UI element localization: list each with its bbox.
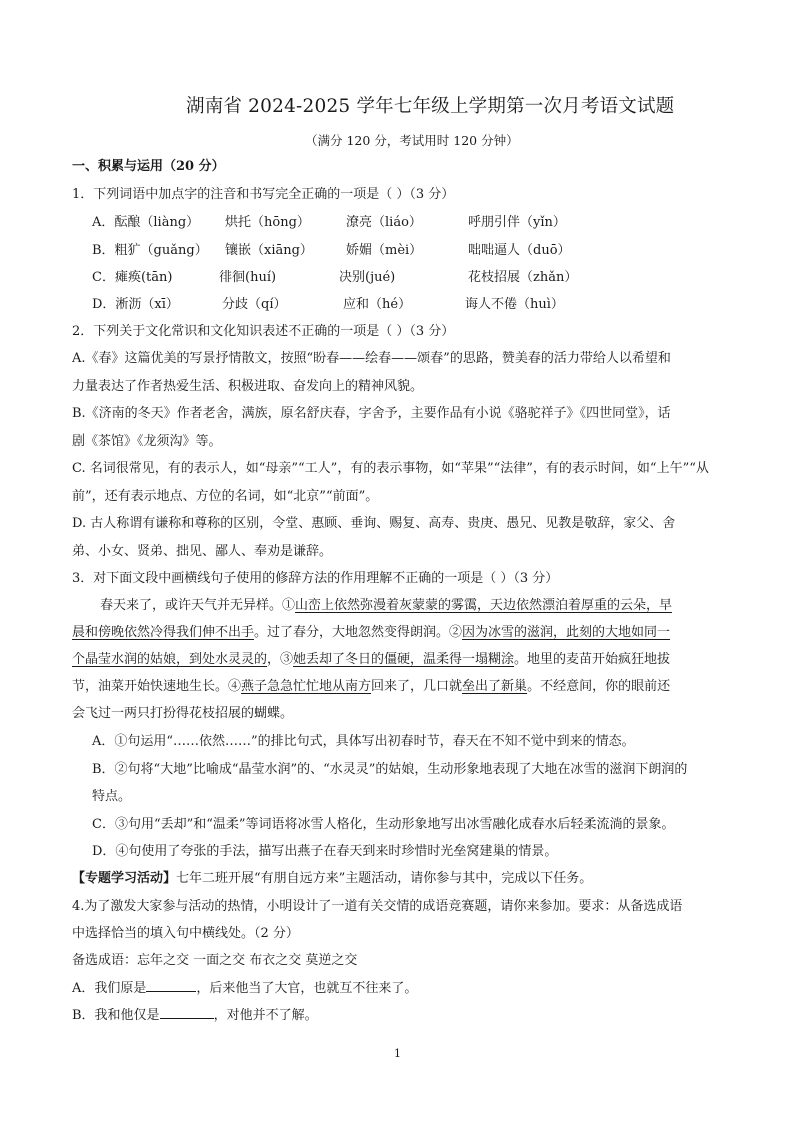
q3-underlined-sentence-4: 燕子急急忙忙地从南方 (241, 679, 372, 694)
q4-idiom-options: 备选成语：忘年之交 一面之交 布衣之交 莫逆之交 (72, 953, 358, 968)
question-3-stem: 3．对下面文段中画横线句子使用的修辞方法的作用理解不正确的一项是（ ）（3 分） (72, 571, 559, 586)
q2-option-c-line1: C. 名词很常见，有的表示人，如“母亲”“工人”，有的表示事物，如“苹果”“法律”，有的表示时间，如“上午”“从 (72, 461, 709, 476)
q4-blank-a[interactable] (146, 977, 196, 992)
q1-a-word1: A．酝酿（liàng） (92, 215, 200, 230)
page-number: 1 (394, 1047, 401, 1060)
activity-intro: 【专题学习活动】七年二班开展“有朋自远方来”主题活动，请你参与其中，完成以下任务。 (72, 871, 593, 886)
q2-option-a-line1: A.《春》这篇优美的写景抒情散文，按照“盼春——绘春——颂春”的思路，赞美春的活力带给人以希望和 (72, 351, 671, 366)
q2-option-b-line2: 剧《茶馆》《龙须沟》等。 (72, 434, 222, 449)
q3-underlined-sentence-2: 因为冰雪的滋润，此刻的大地如同一 (462, 625, 671, 640)
q1-d-word4: 诲人不倦（huì） (465, 297, 564, 312)
q3-passage-line4: 节，油菜开始快速地生长。④燕子急急忙忙地从南方回来了，几口就垒出了新巢。不经意间，你的眼前还 (72, 679, 671, 694)
q4-sentence-a: A．我们原是 ，后来他当了大官，也就互不往来了。 (72, 975, 417, 1003)
q2-option-d-line2: 弟、小女、贤弟、拙见、鄙人、奉劝是谦辞。 (72, 544, 333, 559)
activity-label: 【专题学习活动】 (72, 871, 177, 886)
q3-option-d: D．④句使用了夸张的手法，描写出燕子在春天到来时珍惜时光垒窝建巢的情景。 (92, 844, 558, 859)
page-subtitle: （满分 120 分，考试用时 120 分钟） (305, 133, 519, 148)
q1-a-word3: 潦亮（liáo） (346, 215, 422, 230)
q1-c-word2: 徘徊(huí) (219, 270, 277, 285)
q1-option-row-d (0, 291, 794, 319)
q1-c-word1: C．瘫痪(tān) (92, 270, 173, 285)
q3-passage-line1: 春天来了，或许天气并无异样。①山峦上依然弥漫着灰蒙蒙的雾霭，天边依然漂泊着厚重的云朵，早 (100, 598, 673, 613)
q3-option-a: A．①句运用“……依然……”的排比句式，具体写出初春时节，春天在不知不觉中到来的情态。 (92, 734, 635, 749)
q1-option-row-c (0, 264, 794, 292)
q3-underlined-sentence-3: 她丢却了冬日的僵硬，温柔得一塌糊涂 (293, 652, 515, 667)
question-4-stem-line1: 4.为了激发大家参与活动的热情，小明设计了一道有关交情的成语竞赛题，请你来参加。要求：从备选成语 (72, 899, 683, 914)
q3-passage-line2: 晨和傍晚依然冷得我们伸不出手。过了春分，大地忽然变得朗润。②因为冰雪的滋润，此刻的大地如同一 (72, 625, 671, 640)
question-2-stem: 2．下列关于文化常识和文化知识表述不正确的一项是（ ）（3 分） (72, 324, 455, 339)
q1-a-word2: 烘托（hōng） (225, 215, 310, 230)
q1-b-word3: 娇媚（mèi） (346, 243, 423, 258)
q1-d-word3: 应和（hé） (343, 297, 412, 312)
question-4-stem-line2: 中选择恰当的填入句中横线处。（2 分） (72, 926, 299, 941)
q1-b-word4: 咄咄逼人（duō） (468, 243, 571, 258)
q1-d-word2: 分歧（qí） (222, 297, 287, 312)
q4-blank-b[interactable] (160, 1004, 214, 1019)
q2-option-d-line1: D. 古人称谓有谦称和尊称的区别，令堂、惠顾、垂询、赐复、高寿、贵庚、愚兄、见教是敬辞，家父、舍 (72, 516, 676, 531)
q1-b-word1: B．粗犷（guǎng） (92, 243, 208, 258)
page-title: 湖南省 2024-2025 学年七年级上学期第一次月考语文试题 (186, 96, 675, 117)
q1-option-row-b (0, 237, 794, 265)
q1-option-row-a (0, 209, 794, 237)
q2-option-c-line2: 前”，还有表示地点、方位的名词，如“北京”“前面”。 (72, 489, 379, 504)
q2-option-b-line1: B.《济南的冬天》作者老舍，满族，原名舒庆春，字舍予，主要作品有小说《骆驼祥子》《四世同堂》，话 (72, 406, 671, 421)
q3-option-c: C．③句用“丢却”和“温柔”等词语将冰雪人格化，生动形象地写出冰雪融化成春水后轻柔流淌的景象。 (92, 817, 675, 832)
q3-underlined-sentence-1: 山峦上依然弥漫着灰蒙蒙的雾霭，天边依然漂泊着厚重的云朵，早 (295, 598, 673, 613)
q1-c-word3: 决别(jué) (339, 270, 396, 285)
q2-option-a-line2: 力量表达了作者热爱生活、积极进取、奋发向上的精神风貌。 (72, 379, 424, 394)
q1-a-word4: 呼朋引伴（yǐn） (468, 215, 566, 230)
q4-sentence-b: B．我和他仅是 ，对他并不了解。 (72, 1002, 318, 1030)
q1-b-word2: 镶嵌（xiāng） (225, 243, 313, 258)
q1-c-word4: 花枝招展（zhǎn） (468, 270, 578, 285)
section-heading: 一、积累与运用（20 分） (72, 159, 225, 174)
q3-option-b-line2: 特点。 (92, 789, 132, 804)
q3-passage-line3: 个晶莹水润的姑娘，到处水灵灵的，③她丢却了冬日的僵硬，温柔得一塌糊涂。地里的麦苗开始疯狂地拔 (72, 652, 671, 667)
q3-option-b-line1: B．②句将“大地”比喻成“晶莹水润”的、“水灵灵”的姑娘，生动形象地表现了大地在冰雪的滋润下朗润的 (92, 762, 688, 777)
q1-d-word1: D．淅沥（xī） (92, 297, 179, 312)
q3-passage-line5: 会飞过一两只打扮得花枝招展的蝴蝶。 (72, 706, 294, 721)
question-1-stem: 1．下列词语中加点字的注音和书写完全正确的一项是（ ）（3 分） (72, 187, 455, 202)
